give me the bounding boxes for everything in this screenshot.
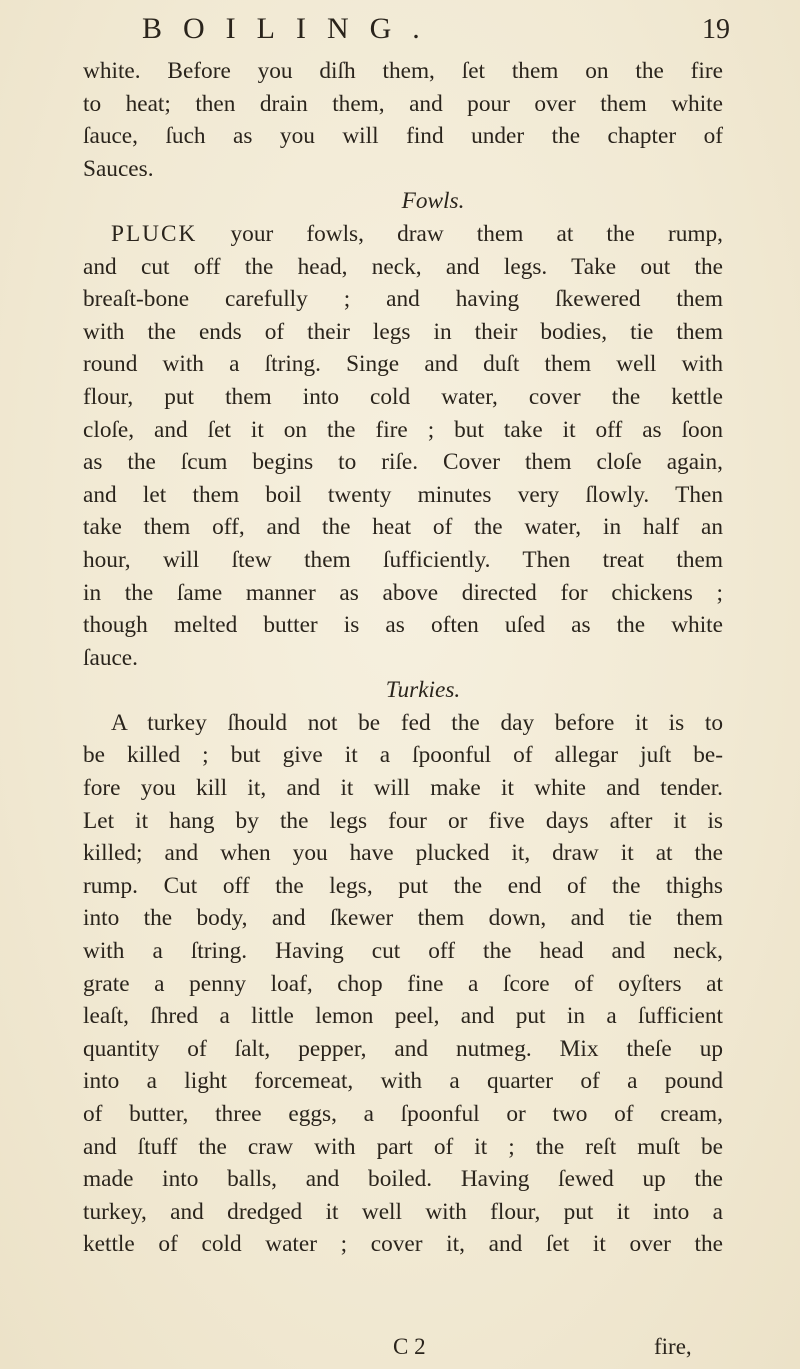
drop-word: PLUCK — [111, 220, 198, 247]
text-line: ſauce. — [83, 644, 138, 671]
text-line: made into balls, and boiled. Having ſewed up the — [83, 1166, 723, 1193]
page-number: 19 — [702, 14, 730, 45]
text-line: to heat; then drain them, and pour over them white — [83, 90, 723, 117]
text-line: turkey, and dredged it well with flour, put it into a — [83, 1198, 723, 1225]
text-line: of butter, three eggs, a ſpoonful or two of cream, — [83, 1101, 723, 1127]
text-line: cloſe, and ſet it on the fire ; but take it off as ſoon — [83, 416, 723, 443]
text-line: and cut off the head, neck, and legs. Take out the — [83, 253, 723, 280]
text-line: flour, put them into cold water, cover the kettle — [83, 383, 723, 410]
text-line: breaſt-bone carefully ; and having ſkewered them — [83, 286, 723, 313]
section-heading-fowls: Fowls. — [401, 188, 465, 215]
running-head: BOILING. — [142, 12, 441, 45]
text-line: leaſt, ſhred a little lemon peel, and put in a ſufficient — [83, 1003, 723, 1030]
text-line: and ſtuff the craw with part of it ; the reſt muſt be — [83, 1133, 723, 1160]
section-heading-turkies: Turkies. — [385, 677, 461, 704]
text-line: kettle of cold water ; cover it, and ſet it over the — [83, 1231, 723, 1258]
text-line: grate a penny loaf, chop fine a ſcore of oyſters at — [83, 970, 723, 997]
text-line — [83, 218, 723, 251]
text-line: fore you kill it, and it will make it white and tender. — [83, 775, 723, 802]
text-line: take them off, and the heat of the water, in half an — [83, 514, 723, 541]
text-line: Let it hang by the legs four or five days after it is — [83, 807, 723, 834]
text-line: A turkey ſhould not be fed the day before it is to — [111, 709, 723, 736]
text-line: be killed ; but give it a ſpoonful of allegar juſt be- — [83, 742, 723, 769]
text-line: ſauce, ſuch as you will find under the chapter of — [83, 123, 723, 150]
text-line: and let them boil twenty minutes very ſlowly. Then — [83, 481, 723, 508]
text-line: into a light forcemeat, with a quarter of a pound — [83, 1068, 723, 1095]
page-footer — [0, 1334, 800, 1366]
body-text — [83, 55, 723, 1261]
text-line: in the ſame manner as above directed for chickens ; — [83, 579, 723, 606]
catchword: fire, — [654, 1334, 692, 1359]
text-line: though melted butter is as often uſed as the white — [83, 612, 723, 639]
text-line: white. Before you diſh them, ſet them on the fire — [83, 58, 723, 84]
text-line: Sauces. — [83, 155, 154, 182]
text-line: hour, will ſtew them ſufficiently. Then treat them — [83, 546, 723, 573]
text-line: with the ends of their legs in their bodies, tie them — [83, 318, 723, 345]
text-line: into the body, and ſkewer them down, and tie them — [83, 905, 723, 932]
text-line: with a ſtring. Having cut off the head and neck, — [83, 938, 723, 965]
text-line: quantity of ſalt, pepper, and nutmeg. Mix theſe up — [83, 1035, 723, 1062]
text-line: round with a ſtring. Singe and duſt them well with — [83, 351, 723, 378]
page-header — [0, 8, 800, 52]
text-line: as the ſcum begins to riſe. Cover them cloſe again, — [83, 449, 723, 476]
signature-mark: C 2 — [393, 1334, 426, 1359]
text-line-rest: your fowls, draw them at the rump, — [230, 220, 724, 247]
text-line: killed; and when you have plucked it, draw it at the — [83, 840, 723, 867]
text-line: rump. Cut off the legs, put the end of the thighs — [83, 872, 723, 899]
